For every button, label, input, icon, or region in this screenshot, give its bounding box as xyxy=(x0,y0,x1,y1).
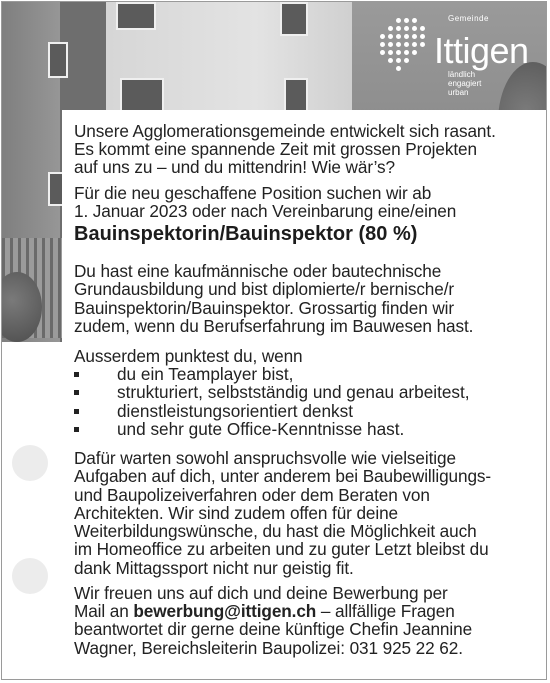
offer-line: Weiterbildungswünsche, du hast die Möglichkeit auch xyxy=(74,521,477,541)
profile-line: Grundausbildung und bist diplomierte/r bernische/r xyxy=(74,279,455,299)
list-item: und sehr gute Office-Kenntnisse hast. xyxy=(74,420,536,438)
list-item: strukturiert, selbstständig und genau arbeitest, xyxy=(74,383,536,401)
window xyxy=(284,78,308,114)
logo-tagline xyxy=(448,70,481,97)
faint-circle xyxy=(12,558,48,594)
tagline-word: engagiert xyxy=(448,79,482,88)
offer-line: Aufgaben auf dich, unter anderem bei Baubewilligungs- xyxy=(74,466,492,486)
intro-line: Es kommt eine spannende Zeit mit grossen Projekten xyxy=(74,139,477,159)
contact-prefix: Mail an xyxy=(74,601,134,621)
logo-name: Ittigen xyxy=(434,30,529,71)
text-panel xyxy=(62,110,547,680)
profile-line: zudem, wenn du Berufserfahrung im Bauwesen hast. xyxy=(74,316,474,336)
offer-line: Dafür warten sowohl anspruchsvolle wie vielseitige xyxy=(74,448,456,468)
tagline-word: urban xyxy=(448,88,469,97)
logo-gemeinde: Gemeinde xyxy=(448,14,489,23)
logo-dots-icon xyxy=(374,18,434,78)
offer-line: dank Mittagssport nicht nur geistig fit. xyxy=(74,558,354,578)
requirements-list xyxy=(74,365,536,439)
job-title: Bauinspektorin/Bauinspektor (80 %) xyxy=(74,223,418,245)
job-ad-frame xyxy=(1,1,547,680)
intro-line: Unsere Agglomerationsgemeinde entwickelt sich rasant. xyxy=(74,121,496,141)
contact-line: beantwortet dir gerne deine künftige Chefin Jeannine xyxy=(74,619,473,639)
window xyxy=(120,78,164,114)
offer-line: und Baupolizeiverfahren oder dem Beraten von xyxy=(74,485,430,505)
extras-heading: Ausserdem punktest du, wenn xyxy=(74,346,303,366)
intro-line: auf uns zu – und du mittendrin! Wie wär’s? xyxy=(74,157,395,177)
position-line: Für die neu geschaffene Position suchen wir ab xyxy=(74,183,432,203)
tagline-word: ländlich xyxy=(448,70,476,79)
faint-circle xyxy=(12,445,48,481)
position-line: 1. Januar 2023 oder nach Vereinbarung eine/einen xyxy=(74,201,457,221)
email-link[interactable]: bewerbung@ittigen.ch xyxy=(133,601,317,621)
contact-suffix: – allfällige Fragen xyxy=(316,601,455,621)
window xyxy=(280,2,308,36)
profile-line: Du hast eine kaufmännische oder bautechnische xyxy=(74,261,442,281)
window xyxy=(116,2,156,30)
profile-line: Bauinspektorin/Bauinspektor. Grossartig finden wir xyxy=(74,298,455,318)
list-item: dienstleistungsorientiert denkst xyxy=(74,402,536,420)
offer-line: Architekten. Wir sind zudem offen für deine xyxy=(74,503,399,523)
ittigen-logo xyxy=(374,12,544,102)
contact-line: Wagner, Bereichsleiterin Baupolizei: 031 925 22 62. xyxy=(74,638,463,658)
offer-line: im Homeoffice zu arbeiten und zu guter Letzt bleibst du xyxy=(74,539,489,559)
window xyxy=(48,42,68,78)
contact-line xyxy=(74,602,536,620)
contact-line: Wir freuen uns auf dich und deine Bewerbung per xyxy=(74,583,448,603)
list-item: du ein Teamplayer bist, xyxy=(74,365,536,383)
